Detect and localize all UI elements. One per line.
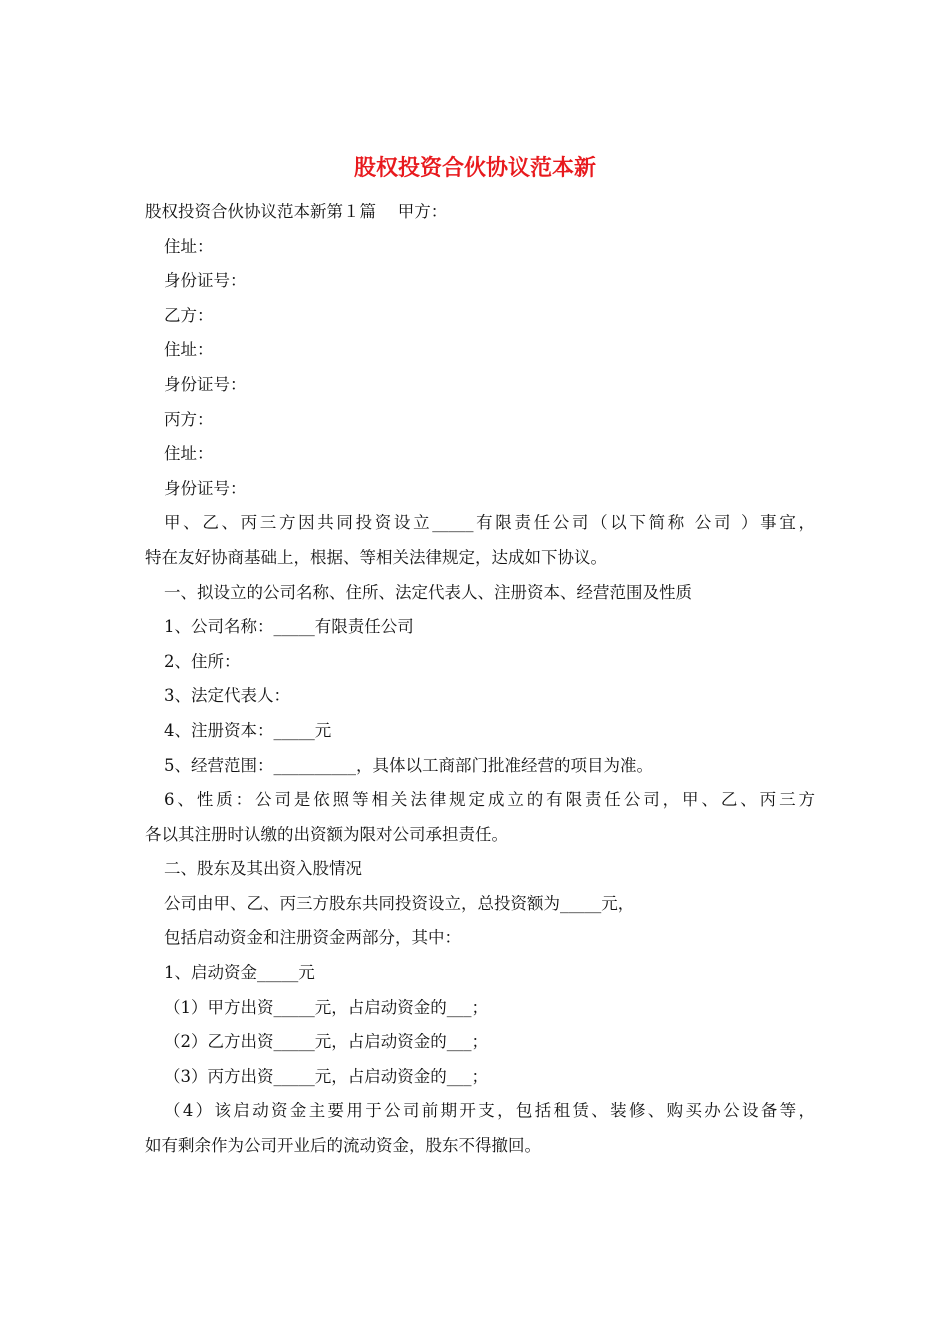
paragraph-line: （3）丙方出资_____元，占启动资金的___；	[164, 1066, 488, 1086]
document-title: 股权投资合伙协议范本新	[353, 155, 596, 181]
paragraph-line: 甲、乙、丙三方因共同投资设立_____有限责任公司（以下简称 公司 ）事宜，	[164, 513, 815, 533]
paragraph-line: 6、性质：公司是依照等相关法律规定成立的有限责任公司，甲、乙、丙三方	[164, 790, 815, 810]
paragraph-line: 股权投资合伙协议范本新第１篇 甲方：	[145, 202, 448, 221]
document-body	[145, 195, 815, 1164]
paragraph-line: 各以其注册时认缴的出资额为限对公司承担责任。	[145, 824, 508, 844]
paragraph-line: 如有剩余作为公司开业后的流动资金，股东不得撤回。	[145, 1136, 541, 1156]
paragraph-line: 4、注册资本：_____元	[164, 720, 332, 740]
paragraph-line: 身份证号：	[164, 271, 247, 291]
paragraph-line: 一、拟设立的公司名称、住所、法定代表人、注册资本、经营范围及性质	[164, 582, 692, 602]
paragraph-line: 2、住所：	[164, 651, 241, 671]
paragraph-line: 1、启动资金_____元	[164, 963, 315, 983]
paragraph-line: 包括启动资金和注册资金两部分，其中：	[164, 928, 461, 948]
paragraph-line: 乙方：	[164, 305, 214, 325]
paragraph-line: 公司由甲、乙、丙三方股东共同投资设立，总投资额为_____元，	[164, 893, 635, 913]
paragraph-line: 3、法定代表人：	[164, 686, 290, 706]
paragraph-line: 住址：	[164, 444, 214, 464]
paragraph-line: 身份证号：	[164, 478, 247, 498]
paragraph-line: 1、公司名称：_____有限责任公司	[164, 617, 414, 637]
paragraph-line: 特在友好协商基础上，根据、等相关法律规定，达成如下协议。	[145, 547, 607, 567]
paragraph-line: （1）甲方出资_____元，占启动资金的___；	[164, 997, 488, 1017]
paragraph-line: （4）该启动资金主要用于公司前期开支，包括租赁、装修、购买办公设备等，	[164, 1101, 815, 1121]
paragraph-line: 二、股东及其出资入股情况	[164, 859, 362, 879]
paragraph-line: （2）乙方出资_____元，占启动资金的___；	[164, 1032, 488, 1052]
paragraph-line: 身份证号：	[164, 374, 247, 394]
paragraph-line: 住址：	[164, 340, 214, 360]
paragraph-line: 5、经营范围：__________，具体以工商部门批准经营的项目为准。	[164, 755, 653, 775]
paragraph-line: 丙方：	[164, 409, 214, 429]
paragraph-line: 住址：	[164, 236, 214, 256]
